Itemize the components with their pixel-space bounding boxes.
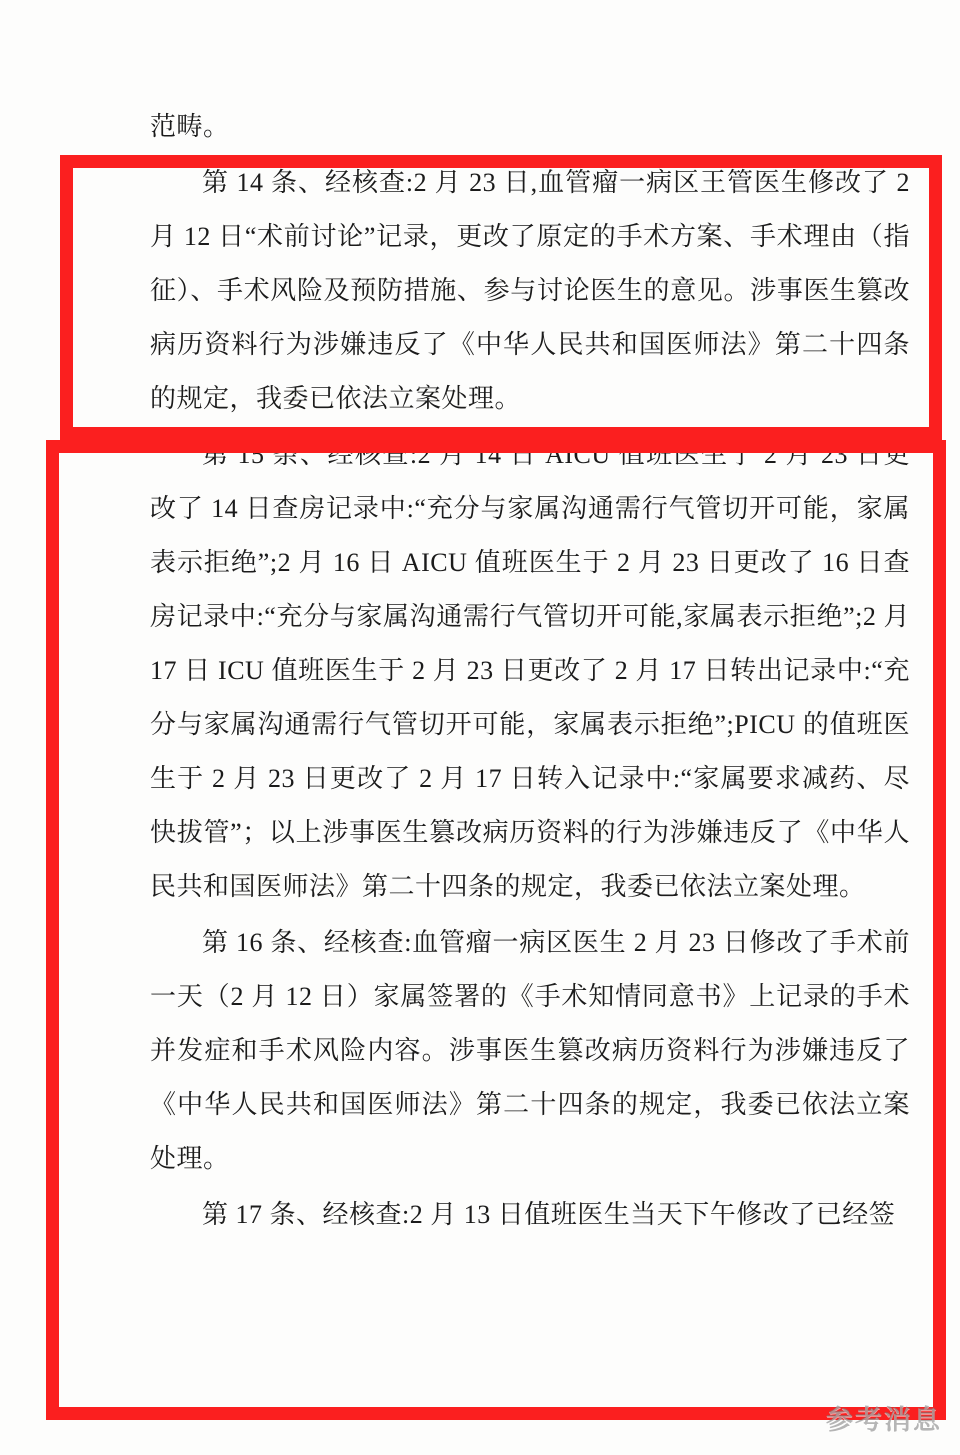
document-text-body (150, 100, 910, 1244)
paragraph-article-14: 第 14 条、经核查:2 月 23 日,血管瘤一病区王管医生修改了 2 月 12 日“术前讨论”记录，更改了原定的手术方案、手术理由（指征）、手术风险及预防措施、参与讨论医生的意见。涉事医生篡改病历资料行为涉嫌违反了《中华人民共和国医师法》第二十四条的规定，我委已依法立案处理。 (150, 168, 910, 413)
watermark-label: 参考消息 (826, 1405, 942, 1435)
paragraph-article-17: 第 17 条、经核查:2 月 13 日值班医生当天下午修改了已经签 (202, 1200, 896, 1229)
paragraph-continuation: 范畴。 (150, 112, 230, 141)
paragraph-article-15: 第 15 条、经核查:2 月 14 日 AICU 值班医生于 2 月 23 日更改了 14 日查房记录中:“充分与家属沟通需行气管切开可能，家属表示拒绝”;2 月 16 日 AICU 值班医生于 2 月 23 日更改了 16 日查房记录中:“充分与家属沟通需行气管切开可能,家属表示拒绝”;2 月 17 日 ICU 值班医生于 2 月 23 日更改了 2 月 17 日转出记录中:“充分与家属沟通需行气管切开可能，家属表示拒绝”;PICU 的值班医生于 2 月 23 日更改了 2 月 17 日转入记录中:“家属要求减药、尽快拔管”；以上涉事医生篡改病历资料的行为涉嫌违反了《中华人民共和国医师法》第二十四条的规定，我委已依法立案处理。 (150, 440, 910, 901)
paragraph-article-16: 第 16 条、经核查:血管瘤一病区医生 2 月 23 日修改了手术前一天（2 月 12 日）家属签署的《手术知情同意书》上记录的手术并发症和手术风险内容。涉事医生篡改病历资料行为涉嫌违反了《中华人民共和国医师法》第二十四条的规定，我委已依法立案处理。 (150, 928, 910, 1173)
